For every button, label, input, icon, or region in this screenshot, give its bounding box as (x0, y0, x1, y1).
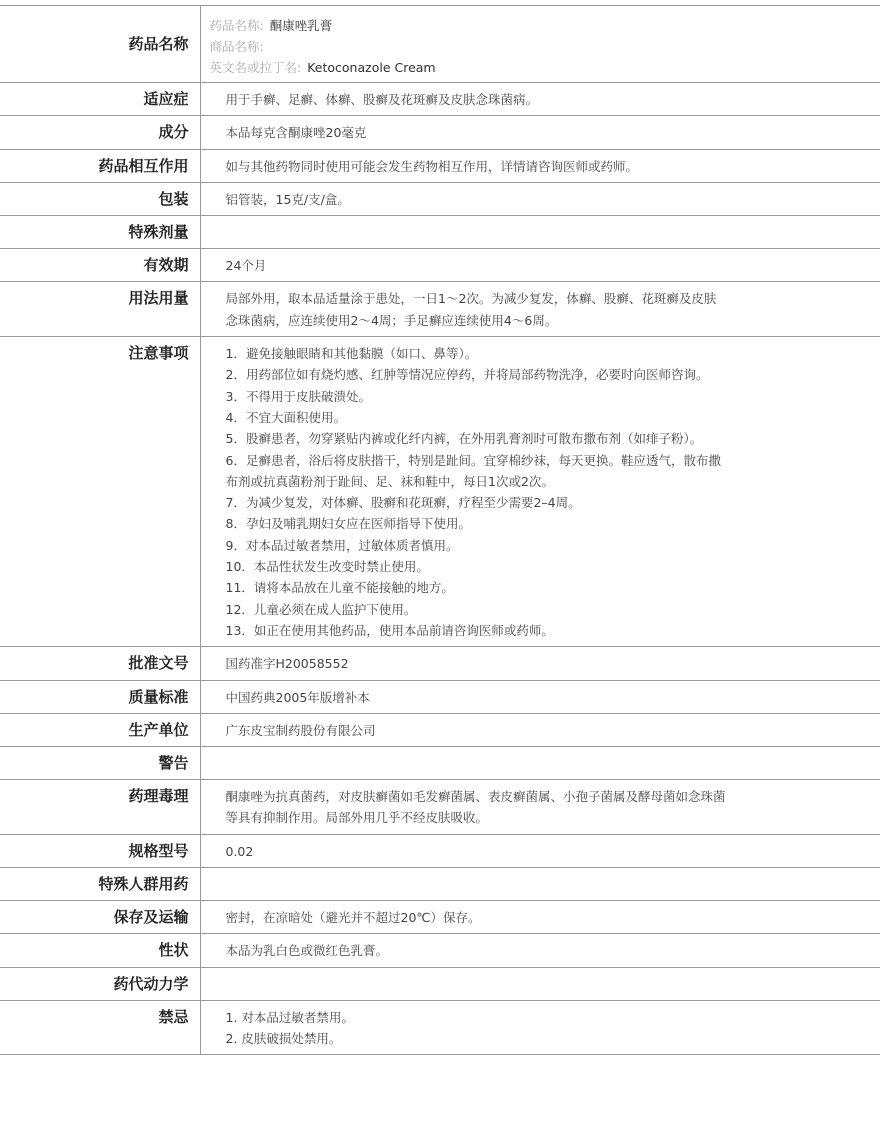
value-line: 酮康唑为抗真菌药，对皮肤癣菌如毛发癣菌属、表皮癣菌属、小孢子菌属及酵母菌如念珠菌 (225, 789, 726, 805)
value-line: 24个月 (225, 258, 267, 274)
row-value (200, 249, 880, 282)
value-line: 10．本品性状发生改变时禁止使用。 (225, 559, 429, 575)
row-contraindications (0, 1000, 880, 1055)
row-ingredients (0, 116, 880, 149)
value-line: 9．对本品过敏者禁用，过敏体质者慎用。 (225, 537, 459, 553)
value-line: 1. 对本品过敏者禁用。 (225, 1009, 354, 1025)
generic-name-value: 酮康唑乳膏 (269, 18, 333, 33)
value-line: 本品每克含酮康唑20毫克 (225, 125, 367, 141)
value-line: 中国药典2005年版增补本 (225, 689, 370, 705)
row-value (200, 647, 880, 680)
drug-info-body (0, 6, 880, 1055)
row-label: 规格型号 (0, 834, 200, 867)
value-line: 6．足癣患者，浴后将皮肤揩干，特别是趾间。宜穿棉纱袜，每天更换。鞋应透气，散布撒 (225, 452, 721, 468)
row-precautions (0, 337, 880, 647)
row-value (200, 149, 880, 182)
value-line: 3．不得用于皮肤破溃处。 (225, 388, 371, 404)
row-warning (0, 747, 880, 780)
row-value (200, 834, 880, 867)
row-label: 药品相互作用 (0, 149, 200, 182)
generic-name-key: 药品名称: (209, 18, 264, 33)
row-value (200, 282, 880, 337)
row-value (200, 868, 880, 901)
value-line: 2. 皮肤破损处禁用。 (225, 1030, 342, 1046)
row-special-dosage (0, 216, 880, 249)
row-label: 特殊剂量 (0, 216, 200, 249)
value-line: 布剂或抗真菌粉剂于趾间、足、袜和鞋中，每日1次或2次。 (225, 473, 554, 489)
row-label: 注意事项 (0, 337, 200, 647)
drug-info-table (0, 5, 880, 1055)
row-value (200, 680, 880, 713)
row-value (200, 116, 880, 149)
drug-info-sheet (0, 5, 880, 1055)
value-line: 如与其他药物同时使用可能会发生药物相互作用，详情请咨询医师或药师。 (225, 158, 639, 174)
trade-name-key: 商品名称: (209, 39, 264, 54)
value-line: 5．股癣患者，勿穿紧贴内裤或化纤内裤，在外用乳膏剂时可散布撒布剂（如痱子粉）。 (225, 431, 703, 447)
row-value (200, 901, 880, 934)
value-line: 用于手癣、足癣、体癣、股癣及花斑癣及皮肤念珠菌病。 (225, 92, 539, 107)
value-line: 念珠菌病，应连续使用2～4周；手足癣应连续使用4～6周。 (225, 312, 558, 328)
row-quality-standard (0, 680, 880, 713)
row-pharmacokinetics (0, 967, 880, 1000)
value-line: 2．用药部位如有烧灼感、红肿等情况应停药，并将局部药物洗净，必要时向医师咨询。 (225, 367, 709, 383)
row-value (200, 216, 880, 249)
row-label: 适应症 (0, 83, 200, 116)
row-specification (0, 834, 880, 867)
row-packaging (0, 182, 880, 215)
value-line: 7．为减少复发，对体癣、股癣和花斑癣，疗程至少需要2–4周。 (225, 495, 581, 511)
row-value (200, 780, 880, 835)
row-label: 药品名称 (0, 6, 200, 83)
value-line: 铝管装，15克/支/盒。 (225, 191, 350, 207)
value-line: 12．儿童必须在成人监护下使用。 (225, 601, 417, 617)
trade-name-line (210, 36, 821, 57)
value-line: 国药准字H20058552 (225, 656, 349, 672)
row-value (200, 182, 880, 215)
value-line: 局部外用，取本品适量涂于患处，一日1～2次。为减少复发，体癣、股癣、花斑癣及皮肤 (225, 291, 717, 307)
name-block (200, 6, 880, 83)
value-line: 8．孕妇及哺乳期妇女应在医师指导下使用。 (225, 516, 471, 532)
row-label: 性状 (0, 934, 200, 967)
value-line: 4．不宜大面积使用。 (225, 409, 346, 425)
row-value (200, 1000, 880, 1055)
value-line: 密封，在凉暗处（避光并不超过20℃）保存。 (225, 910, 481, 926)
value-line: 广东皮宝制药股份有限公司 (225, 722, 376, 738)
row-label: 包装 (0, 182, 200, 215)
row-indications (0, 83, 880, 116)
value-line: 13．如正在使用其他药品，使用本品前请咨询医师或药师。 (225, 622, 554, 638)
english-name-value: Ketoconazole Cream (307, 60, 436, 75)
row-label: 生产单位 (0, 713, 200, 746)
row-dosage (0, 282, 880, 337)
row-value (200, 337, 880, 647)
row-approval-number (0, 647, 880, 680)
row-value (200, 747, 880, 780)
value-line: 等具有抑制作用。局部外用几乎不经皮肤吸收。 (225, 810, 489, 826)
generic-name-line (210, 15, 821, 36)
row-shelf-life (0, 249, 880, 282)
row-label: 保存及运输 (0, 901, 200, 934)
row-value (200, 934, 880, 967)
row-manufacturer (0, 713, 880, 746)
english-name-line (210, 57, 821, 78)
row-label: 特殊人群用药 (0, 868, 200, 901)
row-storage (0, 901, 880, 934)
english-name-key: 英文名或拉丁名: (209, 60, 302, 75)
row-label: 质量标准 (0, 680, 200, 713)
value-line: 11．请将本品放在儿童不能接触的地方。 (225, 580, 454, 596)
row-label: 批准文号 (0, 647, 200, 680)
value-line: 0.02 (225, 843, 254, 859)
row-value (200, 713, 880, 746)
row-label: 警告 (0, 747, 200, 780)
row-value (200, 83, 880, 116)
value-line: 本品为乳白色或微红色乳膏。 (225, 943, 389, 959)
value-line: 1．避免接触眼睛和其他黏膜（如口、鼻等）。 (225, 346, 478, 362)
row-label: 成分 (0, 116, 200, 149)
row-pharmacology (0, 780, 880, 835)
row-drug-name (0, 6, 880, 83)
row-value (200, 967, 880, 1000)
row-special-population (0, 868, 880, 901)
row-drug-interactions (0, 149, 880, 182)
row-label: 有效期 (0, 249, 200, 282)
row-label: 禁忌 (0, 1000, 200, 1055)
row-label: 用法用量 (0, 282, 200, 337)
row-label: 药代动力学 (0, 967, 200, 1000)
row-label: 药理毒理 (0, 780, 200, 835)
row-appearance (0, 934, 880, 967)
